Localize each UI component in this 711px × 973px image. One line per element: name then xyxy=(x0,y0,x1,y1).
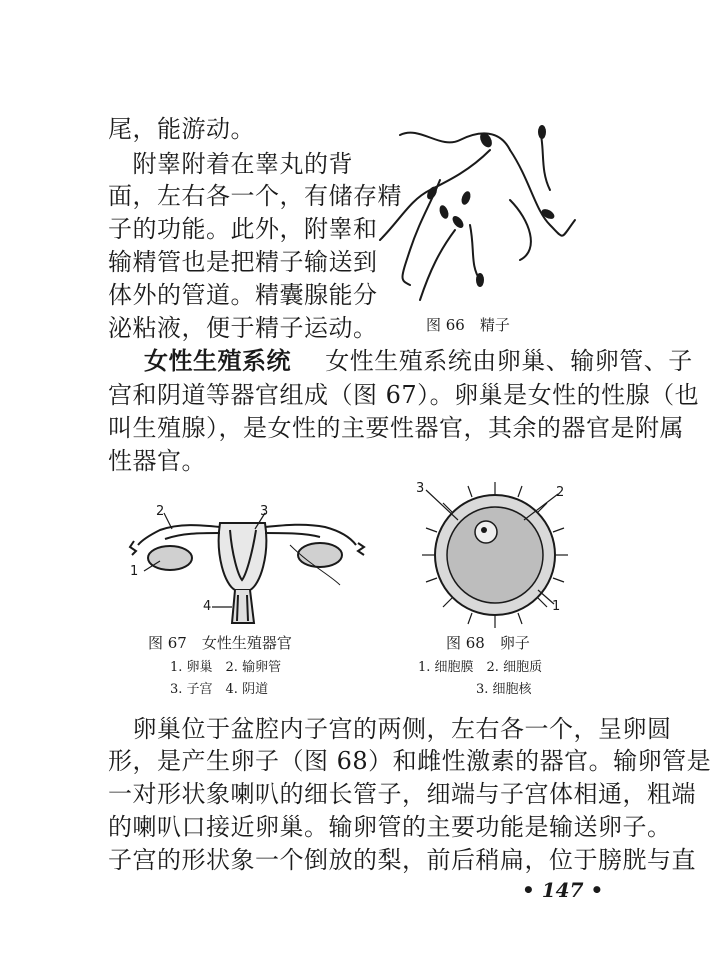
section-heading-line xyxy=(144,346,693,376)
figure-68-label: 2 xyxy=(556,485,565,500)
text-line: 体外的管道。精囊腺能分 xyxy=(108,281,378,309)
text-line: 的喇叭口接近卵巢。输卵管的主要功能是输送卵子。 xyxy=(108,813,672,841)
figure-67-label: 4 xyxy=(203,599,212,614)
figure-66-caption: 图 66 精子 xyxy=(426,316,510,334)
figure-68-legend: 3. 细胞核 xyxy=(476,682,532,697)
figure-68-caption: 图 68 卵子 xyxy=(446,634,530,652)
text-line: 叫生殖腺），是女性的主要性器官，其余的器官是附属 xyxy=(108,414,684,442)
text-line: 女性生殖系统由卵巢、输卵管、子 xyxy=(325,347,693,375)
figure-68-legend: 1. 细胞膜 2. 细胞质 xyxy=(418,660,543,675)
text-line: 子宫的形状象一个倒放的梨，前后稍扁，位于膀胱与直 xyxy=(108,846,696,874)
figure-67-legend: 1. 卵巢 2. 输卵管 xyxy=(170,660,282,675)
figure-68-label: 1 xyxy=(552,599,561,614)
text-line: 输精管也是把精子输送到 xyxy=(108,248,378,276)
figure-68-ovum-illustration xyxy=(420,480,570,630)
figure-67-legend: 3. 子宫 4. 阴道 xyxy=(170,682,269,697)
text-line: 一对形状象喇叭的细长管子，细端与子宫体相通，粗端 xyxy=(108,780,696,808)
text-line: 子的功能。此外，附睾和 xyxy=(108,215,378,243)
figure-67-caption: 图 67 女性生殖器官 xyxy=(148,634,292,652)
figure-67-label: 3 xyxy=(260,504,269,519)
text-line: 卵巢位于盆腔内子宫的两侧，左右各一个，呈卵圆 xyxy=(108,715,672,743)
text-line: 附睾附着在睾丸的背 xyxy=(108,150,353,178)
text-line: 尾，能游动。 xyxy=(108,115,255,143)
page-number: • 147 • xyxy=(522,878,604,902)
figure-68-label: 3 xyxy=(416,481,425,496)
figure-66-sperm-illustration xyxy=(360,110,590,310)
figure-67-label: 2 xyxy=(156,504,165,519)
text-line: 面，左右各一个，有储存精 xyxy=(108,182,402,210)
text-line: 泌粘液，便于精子运动。 xyxy=(108,314,378,342)
section-heading: 女性生殖系统 xyxy=(144,347,291,375)
text-line: 性器官。 xyxy=(108,447,206,475)
text-line: 形，是产生卵子（图 68）和雌性激素的器官。输卵管是 xyxy=(108,747,711,775)
text-line: 宫和阴道等器官组成（图 67）。卵巢是女性的性腺（也 xyxy=(108,381,700,409)
figure-67-label: 1 xyxy=(130,564,139,579)
